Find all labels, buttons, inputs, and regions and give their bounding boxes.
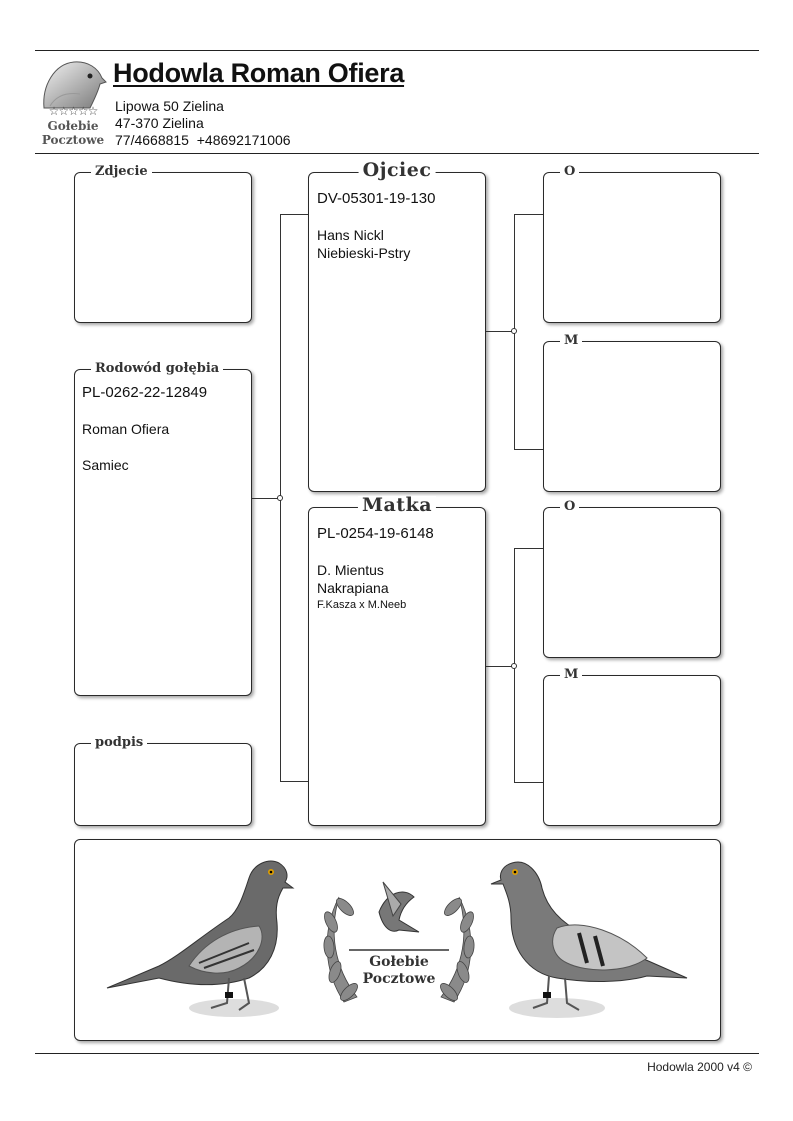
phone-numbers: 77/4668815 +48692171006 [115,132,291,148]
connector-node [277,495,283,501]
connector-node [511,328,517,334]
mother-mother-box [543,667,721,826]
connector [514,449,543,450]
pigeon-left-icon [99,848,299,1023]
connector [514,214,543,215]
mother-label: Matka [358,496,436,515]
page-title: Hodowla Roman Ofiera [113,58,405,88]
subject-box [74,361,252,696]
emblem-text-line1: Gołebie [369,954,429,970]
address-line-2: 47-370 Zielina [115,115,204,131]
banner-box [74,839,721,1041]
logo-text-line2: Pocztowe [41,133,105,147]
mother-color: Nakrapiana [317,580,389,596]
logo-text-line1: Gołebie [47,119,99,133]
header-rule [35,153,759,154]
connector-node [511,663,517,669]
connector [514,548,543,549]
emblem-text-line2: Pocztowe [362,971,436,987]
pedigree-label: Rodowód gołębia [91,362,223,375]
mother-breeder: D. Mientus [317,562,384,578]
father-father-box [543,164,721,323]
father-ring-number: DV-05301-19-130 [317,190,436,207]
father-box [308,159,486,492]
father-mother-box [543,333,721,492]
father-color: Niebieski-Pstry [317,245,411,261]
photo-label: Zdjecie [91,165,152,178]
footer-version: Hodowla 2000 v4 © [647,1060,752,1074]
logo-stars: ☆☆☆☆☆ [48,104,98,118]
mother-mother-label: M [560,668,582,681]
mother-note: F.Kasza x M.Neeb [317,599,407,611]
club-logo [36,56,110,148]
footer-rule [35,1053,759,1054]
laurel-emblem-icon [309,852,489,1027]
signature-box[interactable] [74,735,252,826]
mother-ring-number: PL-0254-19-6148 [317,525,434,542]
connector [280,781,308,782]
connector [514,782,543,783]
signature-label: podpis [91,736,147,749]
subject-owner: Roman Ofiera [82,421,170,437]
subject-ring-number: PL-0262-22-12849 [82,384,208,401]
connector [280,214,308,215]
father-mother-label: M [560,334,582,347]
father-father-label: O [560,165,579,178]
top-rule [35,50,759,51]
mother-father-label: O [560,500,579,513]
father-breeder: Hans Nickl [317,227,384,243]
mother-father-box [543,499,721,658]
photo-box[interactable] [74,164,252,323]
mother-box [308,494,486,826]
subject-sex: Samiec [82,457,129,473]
father-label: Ojciec [359,161,436,180]
pigeon-right-icon [487,848,697,1023]
address-line-1: Lipowa 50 Zielina [115,98,224,114]
